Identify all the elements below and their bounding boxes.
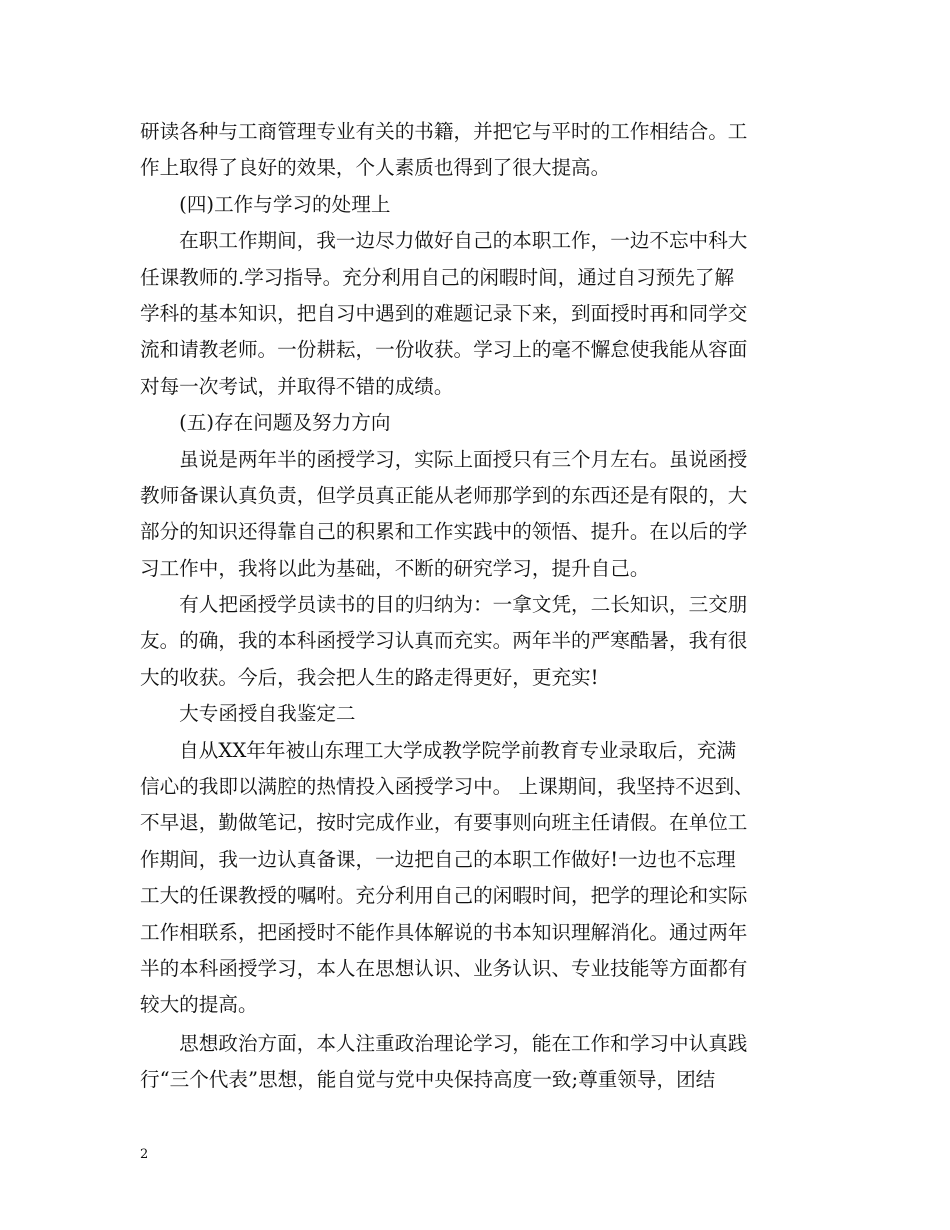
section-heading: (五)存在问题及努力方向 — [140, 411, 391, 435]
text-line: 大的收获。今后，我会把人生的路走得更好，更充实! — [140, 665, 599, 689]
text-line: 研读各种与工商管理专业有关的书籍，并把它与平时的工作相结合。工 — [140, 120, 748, 143]
document-body — [140, 114, 820, 1099]
text-line: 工作相联系，把函授时不能作具体解说的书本知识理解消化。通过两年 — [140, 920, 748, 944]
page-number: 2 — [140, 1147, 149, 1162]
text-line: 在职工作期间，我一边尽力做好自己的本职工作，一边不忘中科大 — [140, 229, 748, 253]
text-line: 思想政治方面，本人注重政治理论学习，能在工作和学习中认真践 — [140, 1031, 748, 1055]
section-heading: (四)工作与学习的处理上 — [140, 192, 391, 216]
text-line: 信心的我即以满腔的热情投入函授学习中。 上课期间，我坚持不迟到、 — [140, 775, 754, 799]
text-line: 流和请教老师。一份耕耘，一份收获。学习上的毫不懈怠使我能从容面 — [140, 338, 748, 362]
text-line: 教师备课认真负责，但学员真正能从老师那学到的东西还是有限的，大 — [140, 483, 748, 507]
text-line: 行“三个代表”思想，能自觉与党中央保持高度一致;尊重领导，团结 — [140, 1068, 716, 1092]
text-line: 较大的提高。 — [140, 993, 258, 1017]
text-line: 习工作中，我将以此为基础，不断的研究学习，提升自己。 — [140, 556, 650, 580]
text-line: 作上取得了良好的效果，个人素质也得到了很大提高。 — [140, 156, 611, 180]
text-line: 工大的任课教授的嘱咐。充分利用自己的闲暇时间，把学的理论和实际 — [140, 884, 748, 908]
text-line: 学科的基本知识，把自习中遇到的难题记录下来，到面授时再和同学交 — [140, 301, 748, 325]
text-line: 不早退，勤做笔记，按时完成作业，有要事则向班主任请假。在单位工 — [140, 811, 748, 835]
text-line: 有人把函授学员读书的目的归纳为：一拿文凭，二长知识，三交朋 — [140, 593, 748, 617]
text-line: 虽说是两年半的函授学习，实际上面授只有三个月左右。虽说函授 — [140, 447, 748, 471]
text-line: 任课教师的.学习指导。充分利用自己的闲暇时间，通过自习预先了解 — [140, 265, 735, 289]
text-line: 半的本科函授学习，本人在思想认识、业务认识、专业技能等方面都有 — [140, 956, 748, 980]
text-line: 作期间，我一边认真备课，一边把自己的本职工作做好!一边也不忘理 — [140, 847, 736, 871]
text-line: 自从XX年年被山东理工大学成教学院学前教育专业录取后，充满 — [140, 738, 737, 762]
text-line: 部分的知识还得靠自己的积累和工作实践中的领悟、提升。在以后的学 — [140, 520, 748, 544]
text-line: 对每一次考试，并取得不错的成绩。 — [140, 374, 454, 398]
text-line: 友。的确，我的本科函授学习认真而充实。两年半的严寒酷暑，我有很 — [140, 629, 748, 653]
section-heading: 大专函授自我鉴定二 — [140, 702, 356, 726]
